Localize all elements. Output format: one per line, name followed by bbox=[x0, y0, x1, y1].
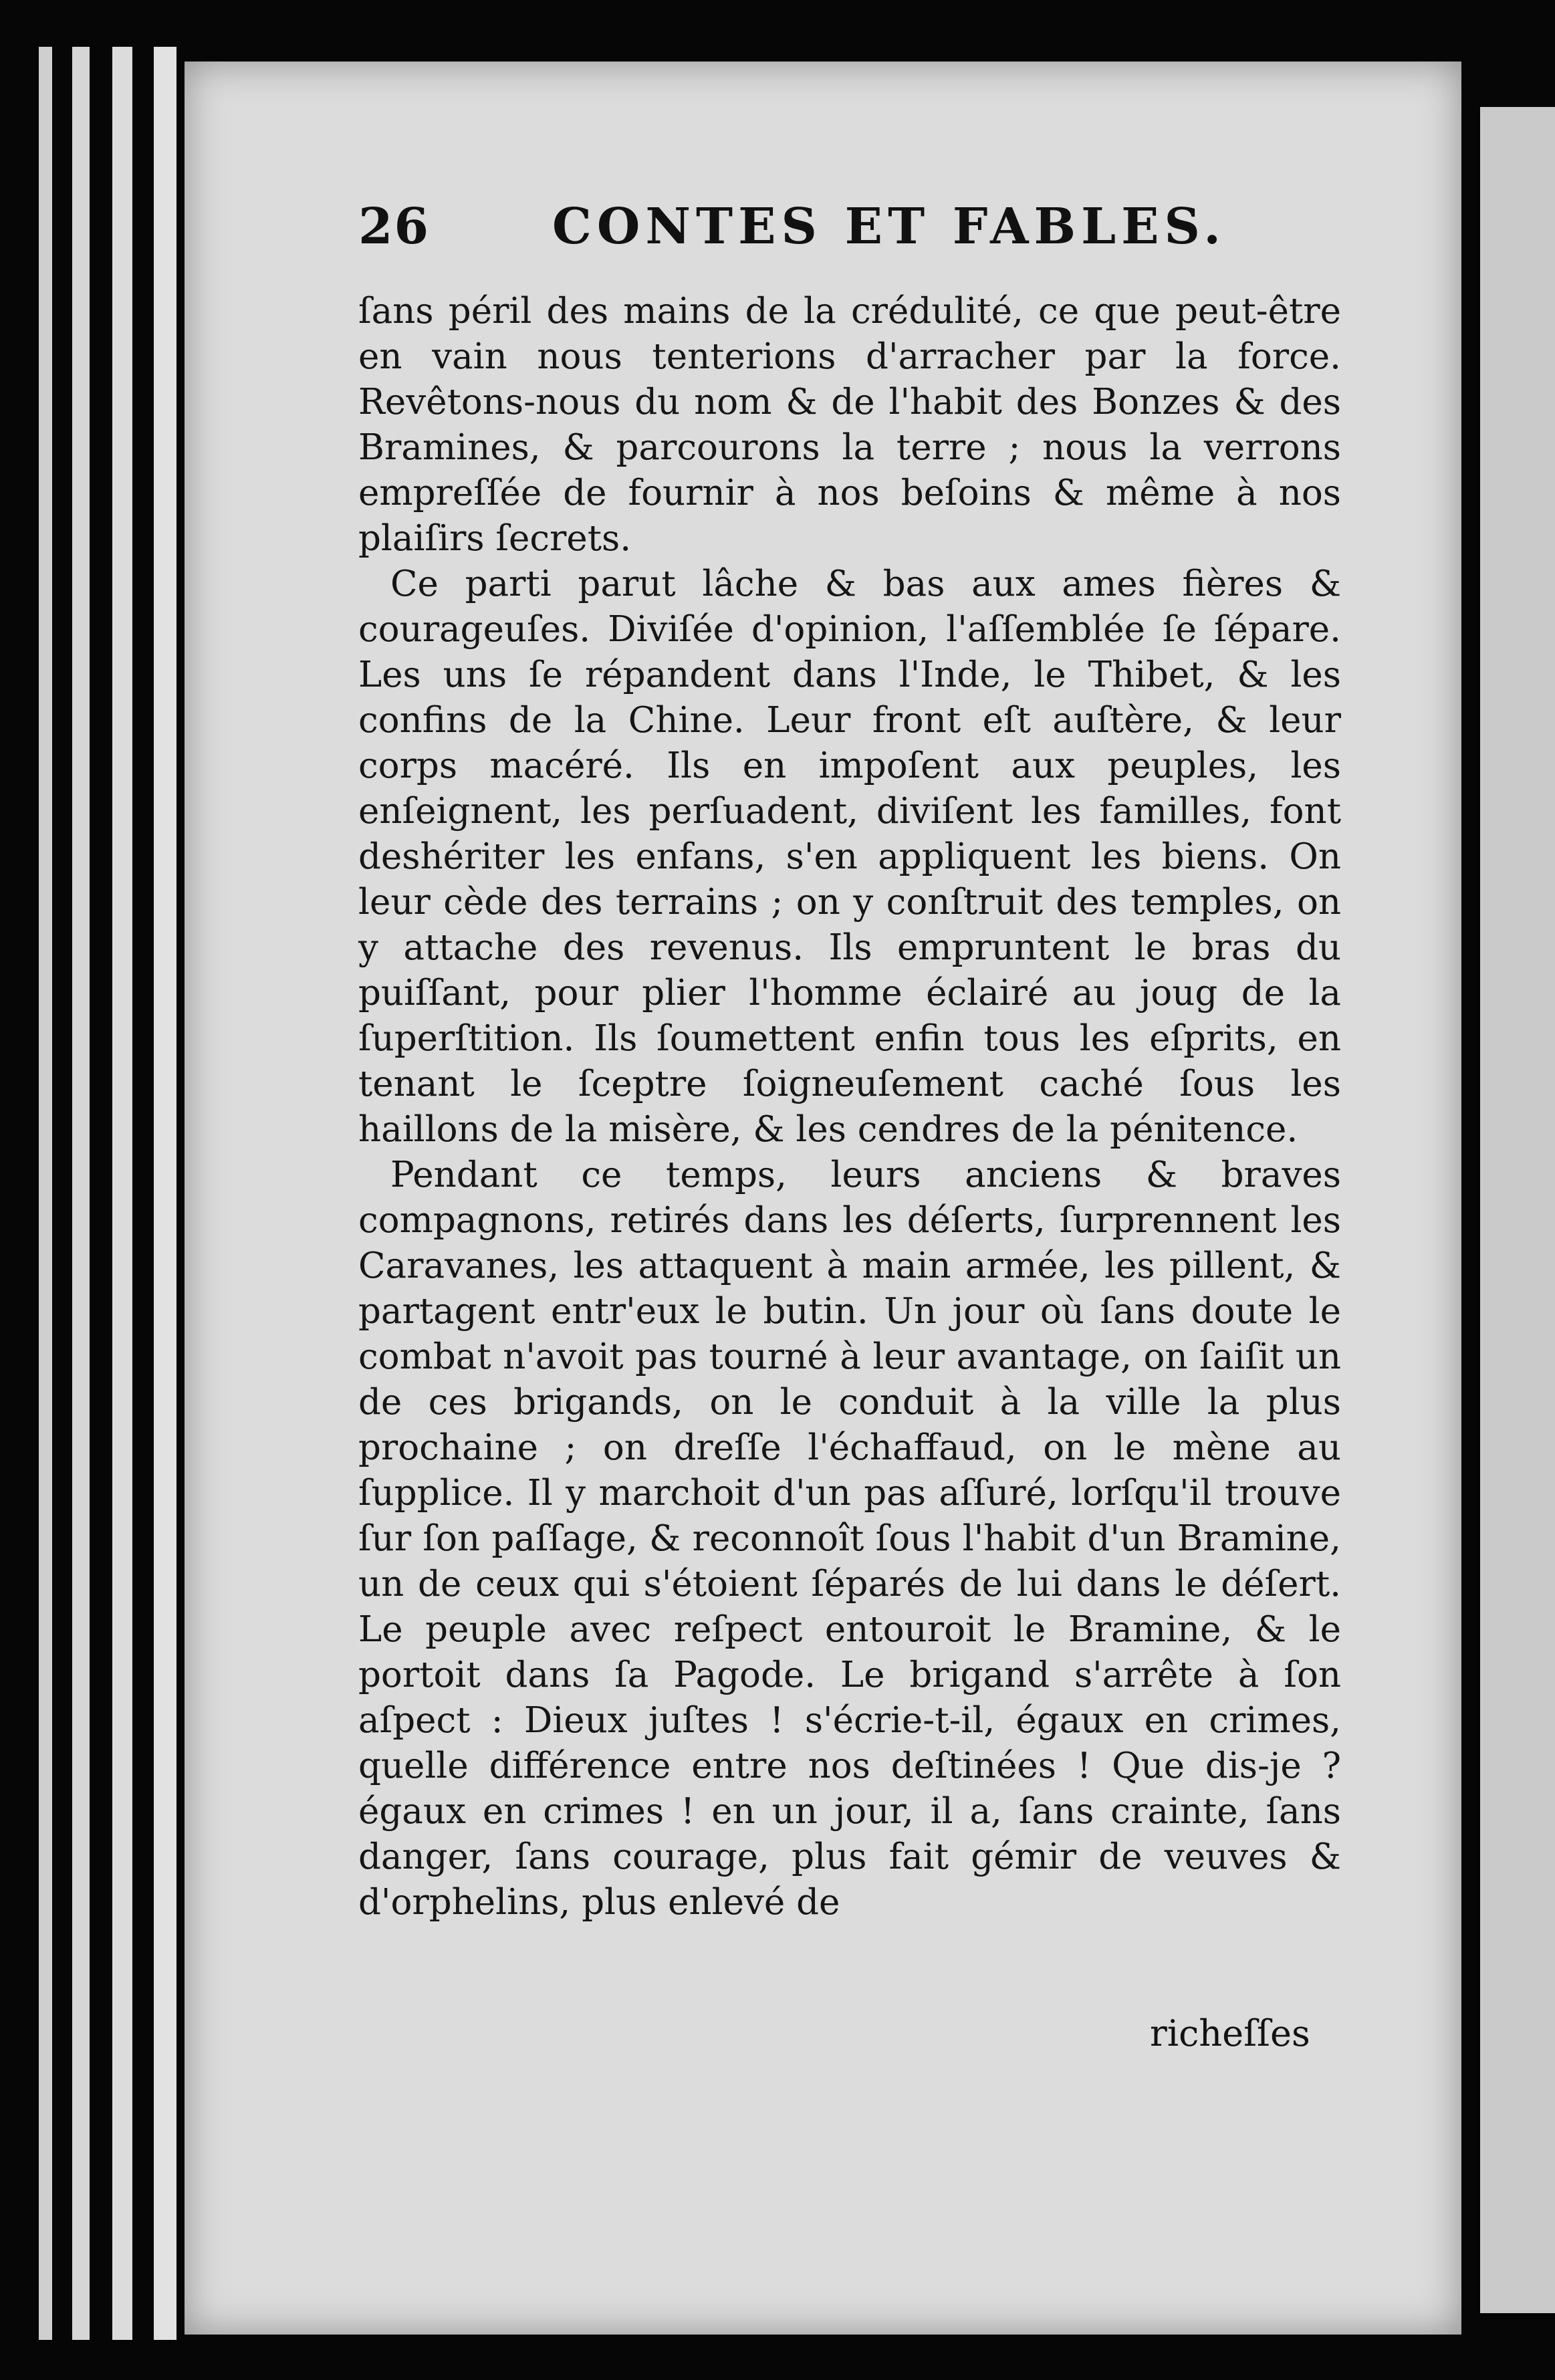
page-edge bbox=[154, 47, 176, 2340]
facing-page-edge bbox=[1480, 107, 1555, 2313]
page-edge bbox=[112, 47, 132, 2340]
body-text bbox=[358, 289, 1341, 1925]
page-number: 26 bbox=[358, 198, 430, 255]
catchword: richeſſes bbox=[1150, 2012, 1310, 2054]
paragraph-1: ſans péril des mains de la crédulité, ce que peut-être en vain nous tenterions d'arracher par la force. Revêtons-nous du nom & de l'habit des Bonzes & des Bramines, & parcourons la terre ; nous la verrons empreſſée de fournir à nos beſoins & même à nos plaiſirs ſecrets. bbox=[358, 291, 1341, 559]
paragraph-3: Pendant ce temps, leurs anciens & braves compagnons, retirés dans les déſerts, ſurprennent les Caravanes, les attaquent à main armée, les pillent, & partagent entr'eux le butin. Un jour où ſans doute le combat n'avoit pas tourné à leur avantage, on ſaiſit un de ces brigands, on le conduit à la ville la plus prochaine ; on dreſſe l'échaffaud, on le mène au ſupplice. Il y marchoit d'un pas aſſuré, lorſqu'il trouve ſur ſon paſſage, & reconnoît ſous l'habit d'un Bramine, un de ceux qui s'étoient ſéparés de lui dans le déſert. Le peuple avec reſpect entouroit le Bramine, & le portoit dans ſa Pagode. Le brigand s'arrête à ſon aſpect : Dieux juſtes ! s'écrie-t-il, égaux en crimes, quelle différence entre nos deſtinées ! Que dis-je ? égaux en crimes ! en un jour, il a, ſans crainte, ſans danger, ſans courage, plus fait gémir de veuves & d'orphelins, plus enlevé de bbox=[358, 1155, 1341, 1923]
page-edge bbox=[72, 47, 90, 2340]
running-head bbox=[358, 198, 1341, 258]
paragraph-2: Ce parti parut lâche & bas aux ames fières & courageuſes. Diviſée d'opinion, l'aſſemblée ſe ſépare. Les uns ſe répandent dans l'Inde, le Thibet, & les confins de la Chine. Leur front eſt auſtère, & leur corps macéré. Ils en impoſent aux peuples, les enſeignent, les perſuadent, diviſent les familles, font deshériter les enfans, s'en appliquent les biens. On leur cède des terrains ; on y conſtruit des temples, on y attache des revenus. Ils empruntent le bras du puiſſant, pour plier l'homme éclairé au joug de la ſuperſtition. Ils ſoumettent enfin tous les eſprits, en tenant le ſceptre ſoigneuſement caché ſous les haillons de la misère, & les cendres de la pénitence. bbox=[358, 564, 1341, 1150]
page-edge bbox=[39, 47, 52, 2340]
header-title: CONTES ET FABLES. bbox=[552, 198, 1227, 255]
